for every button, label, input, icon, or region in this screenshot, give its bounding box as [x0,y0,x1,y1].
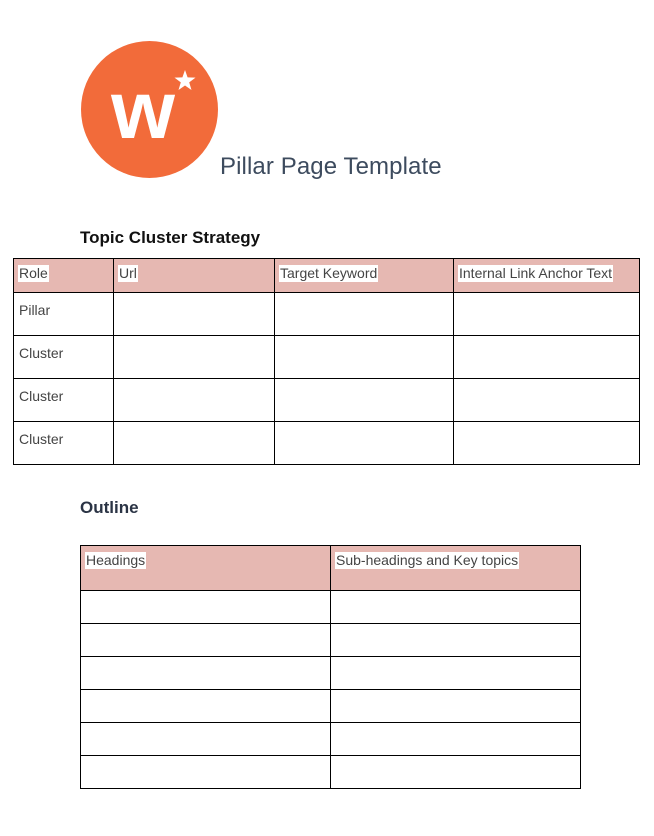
cluster-section-heading: Topic Cluster Strategy [80,228,261,247]
table-header-row [14,259,640,293]
anchor-cell[interactable] [454,336,640,379]
table-row [14,293,640,336]
anchor-cell[interactable] [454,379,640,422]
role-value: Pillar [19,302,51,318]
table-row [14,422,640,465]
subheading-cell[interactable] [331,591,581,624]
brand-logo [81,41,218,178]
subheading-cell[interactable] [331,657,581,690]
column-header-anchor-text [454,259,640,293]
role-cell[interactable] [14,293,114,336]
subheading-cell[interactable] [331,756,581,789]
column-header-target-keyword [275,259,454,293]
role-cell[interactable] [14,336,114,379]
anchor-cell[interactable] [454,422,640,465]
column-header-label: Target Keyword [280,265,378,281]
table-row [81,624,581,657]
column-header-label: Internal Link Anchor Text [459,265,613,281]
table-row [14,379,640,422]
column-header-subheadings [331,546,581,591]
topic-cluster-table [13,258,640,465]
table-header-row [81,546,581,591]
outline-section-heading: Outline [80,498,139,517]
logo-letter: w [111,65,175,156]
anchor-cell[interactable] [454,293,640,336]
table-row [14,336,640,379]
column-header-label: Url [119,265,137,281]
subheading-cell[interactable] [331,690,581,723]
column-header-label: Role [19,265,48,281]
heading-cell[interactable] [81,591,331,624]
table-row [81,690,581,723]
url-cell[interactable] [114,379,275,422]
heading-cell[interactable] [81,756,331,789]
subheading-cell[interactable] [331,723,581,756]
document-title: Pillar Page Template [220,153,442,180]
url-cell[interactable] [114,336,275,379]
heading-cell[interactable] [81,624,331,657]
role-cell[interactable] [14,379,114,422]
column-header-label: Headings [86,552,146,568]
table-row [81,756,581,789]
column-header-role [14,259,114,293]
url-cell[interactable] [114,422,275,465]
url-cell[interactable] [114,293,275,336]
keyword-cell[interactable] [275,336,454,379]
outline-table [80,545,581,789]
column-header-headings [81,546,331,591]
heading-cell[interactable] [81,690,331,723]
subheading-cell[interactable] [331,624,581,657]
role-value: Cluster [19,345,64,361]
keyword-cell[interactable] [275,293,454,336]
keyword-cell[interactable] [275,422,454,465]
heading-cell[interactable] [81,657,331,690]
role-value: Cluster [19,388,64,404]
column-header-label: Sub-headings and Key topics [336,552,519,568]
table-row [81,591,581,624]
table-row [81,723,581,756]
table-row [81,657,581,690]
role-cell[interactable] [14,422,114,465]
keyword-cell[interactable] [275,379,454,422]
column-header-url [114,259,275,293]
role-value: Cluster [19,431,64,447]
heading-cell[interactable] [81,723,331,756]
